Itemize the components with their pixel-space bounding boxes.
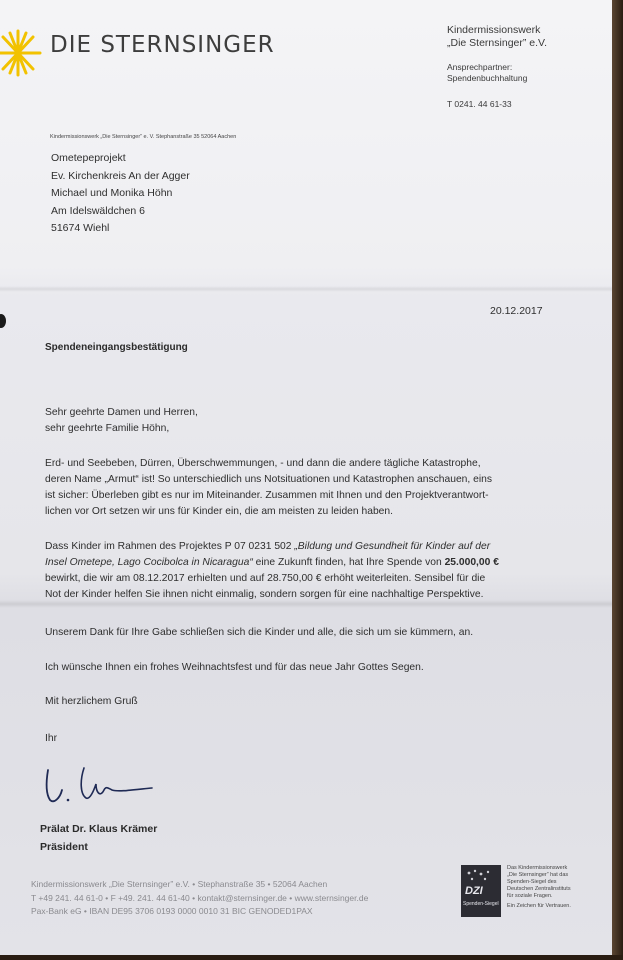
closing-ihr: Ihr bbox=[45, 733, 58, 744]
seal-label: DZI bbox=[465, 885, 483, 897]
paragraph-line bbox=[45, 539, 565, 555]
sender-block bbox=[447, 24, 597, 111]
seal-description bbox=[507, 865, 597, 910]
seal-text-line: für soziale Fragen. bbox=[507, 893, 553, 899]
seal-text-line: Ein Zeichen für Vertrauen. bbox=[507, 903, 571, 909]
paragraph-3: Unserem Dank für Ihre Gabe schließen sich die Kinder und alle, die sich um sie kümmern, an. bbox=[45, 627, 474, 638]
dzi-seal-icon bbox=[461, 865, 501, 917]
text-span: Dass Kinder im Rahmen des Projektes P 07 0231 502 bbox=[45, 541, 295, 552]
seal-sub: Spenden-Siegel bbox=[463, 901, 499, 907]
sender-org-line2: „Die Sternsinger” e.V. bbox=[447, 37, 547, 49]
project-title: „Bildung und Gesundheit für Kinder auf der bbox=[294, 541, 491, 552]
paragraph-1 bbox=[45, 456, 565, 520]
paragraph-line: deren Name „Armut“ ist! So unterschiedlich uns Notsituationen und Katastrophen anschauen, eins bbox=[45, 474, 493, 485]
greeting-line: Sehr geehrte Damen und Herren, bbox=[45, 407, 198, 418]
seal-text-line: Deutschen Zentralinstituts bbox=[507, 886, 571, 892]
contact-dept: Spendenbuchhaltung bbox=[447, 73, 528, 83]
greeting bbox=[45, 405, 565, 437]
star-logo-icon bbox=[0, 28, 46, 78]
seal-text-line: „Die Sternsinger” hat das bbox=[507, 872, 569, 878]
paragraph-line: bewirkt, die wir am 08.12.2017 erhielten und auf 28.750,00 € erhöht weiterleiten. Sensibel für die bbox=[45, 573, 486, 584]
letter-subject: Spendeneingangsbestätigung bbox=[45, 342, 188, 353]
sender-org-line1: Kindermissionswerk bbox=[447, 24, 541, 36]
footer-line: Kindermissionswerk „Die Sternsinger” e.V. • Stephanstraße 35 • 52064 Aachen bbox=[31, 879, 328, 889]
paragraph-line: lichen vor Ort setzen wir uns für Kinder ein, die am meisten zu leiden haben. bbox=[45, 506, 393, 517]
donation-amount: 25.000,00 € bbox=[444, 557, 499, 568]
logo-wordmark: DIE STERNSINGER bbox=[50, 32, 275, 58]
background-edge bbox=[0, 955, 623, 960]
background-edge bbox=[612, 0, 623, 960]
paragraph-4: Ich wünsche Ihnen ein frohes Weihnachtsfest und für das neue Jahr Gottes Segen. bbox=[45, 662, 424, 673]
footer-line: T +49 241. 44 61-0 • F +49. 241. 44 61-40 • kontakt@sternsinger.de • www.sternsinger.de bbox=[31, 892, 369, 903]
paper-fold bbox=[0, 286, 612, 292]
footer-line: Pax-Bank eG • IBAN DE95 3706 0193 0000 0010 31 BIC GENODED1PAX bbox=[31, 906, 313, 916]
letter-date: 20.12.2017 bbox=[490, 305, 543, 317]
signer-title: Präsident bbox=[40, 841, 88, 853]
letter-footer bbox=[31, 878, 451, 919]
seal-text-line: Spenden-Siegel des bbox=[507, 879, 557, 885]
signer-name: Prälat Dr. Klaus Krämer bbox=[40, 823, 158, 835]
recipient-line: 51674 Wiehl bbox=[51, 222, 110, 234]
signer-block bbox=[40, 820, 157, 856]
text-span: eine Zukunft finden, hat Ihre Spende von bbox=[252, 557, 445, 568]
paragraph-2 bbox=[45, 539, 565, 603]
recipient-line: Michael und Monika Höhn bbox=[51, 187, 173, 199]
paragraph-line: Erd- und Seebeben, Dürren, Überschwemmungen, - und dann die andere tägliche Katastrophe, bbox=[45, 458, 481, 469]
paragraph-line bbox=[45, 555, 565, 571]
seal-text-line: Das Kindermissionswerk bbox=[507, 865, 568, 871]
recipient-line: Ometepeprojekt bbox=[51, 152, 126, 164]
paragraph-line: ist sicher: Überleben gibt es nur im Miteinander. Zusammen mit Ihnen und den Projektverantwort- bbox=[45, 490, 489, 501]
signature-icon bbox=[42, 760, 162, 810]
contact-phone: T 0241. 44 61-33 bbox=[447, 99, 512, 109]
paragraph-line: Not der Kinder helfen Sie ihnen nicht einmalig, sondern sorgen für eine nachhaltige Perspektive. bbox=[45, 589, 484, 600]
recipient-line: Am Idelswäldchen 6 bbox=[51, 204, 145, 217]
return-address: Kindermissionswerk „Die Sternsinger” e. V. Stephanstraße 35 52064 Aachen bbox=[50, 134, 237, 140]
contact-label: Ansprechpartner: bbox=[447, 62, 513, 72]
recipient-line: Ev. Kirchenkreis An der Agger bbox=[51, 169, 190, 182]
project-title: Insel Ometepe, Lago Cocibolca in Nicaragua“ bbox=[45, 557, 253, 568]
recipient-address bbox=[51, 150, 190, 238]
greeting-line: sehr geehrte Familie Höhn, bbox=[45, 423, 170, 434]
closing: Mit herzlichem Gruß bbox=[45, 696, 138, 707]
